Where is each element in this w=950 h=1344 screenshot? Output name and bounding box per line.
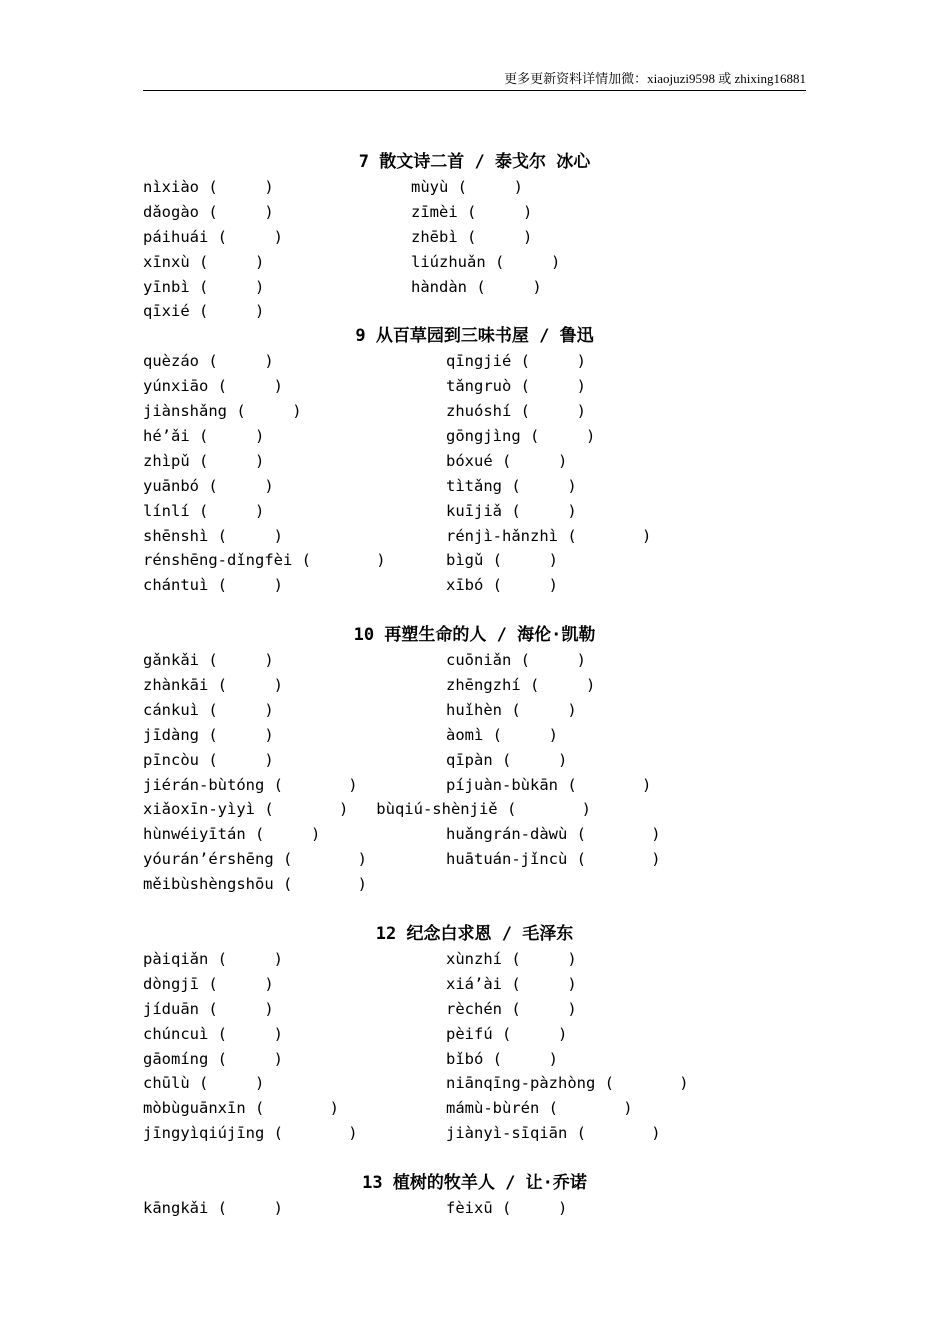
- section-title: 13 植树的牧羊人 / 让·乔诺: [362, 1172, 587, 1193]
- page-header: 更多更新资料详情加微：xiaojuzi9598 或 zhixing16881: [143, 68, 806, 91]
- section: [143, 1171, 806, 1221]
- vocab-entry-left: xiǎoxīn-yìyì ( ) bùqiú-shènjiě ( ): [143, 800, 591, 819]
- vocab-row: [143, 548, 806, 573]
- vocab-entry-right: rèchén ( ): [446, 999, 577, 1018]
- vocab-entry-left: pīncòu ( ): [143, 750, 274, 769]
- vocab-row: [143, 1047, 806, 1072]
- vocab-row: [143, 773, 806, 798]
- vocab-entry-right: niānqīng-pàzhòng ( ): [446, 1074, 689, 1093]
- vocab-entry-left: xīnxù ( ): [143, 252, 265, 271]
- vocab-entry-right: àomì ( ): [446, 725, 558, 744]
- vocab-entry-right: píjuàn-bùkān ( ): [446, 775, 652, 794]
- vocab-entry-left: nìxiào ( ): [143, 178, 274, 196]
- vocab-row: [143, 225, 806, 250]
- vocab-row: [143, 200, 806, 225]
- vocab-row: [143, 872, 806, 897]
- vocab-entry-left: měibùshèngshōu ( ): [143, 875, 367, 894]
- vocab-entry-right: gōngjìng ( ): [446, 427, 596, 446]
- vocab-entry-right: rénjì-hǎnzhì ( ): [446, 526, 652, 545]
- vocab-row: [143, 299, 806, 324]
- vocab-entry-left: pàiqiǎn ( ): [143, 949, 283, 968]
- vocab-entry-left: zhìpǔ ( ): [143, 451, 265, 470]
- vocab-entry-right: zhuóshí ( ): [446, 402, 586, 421]
- vocab-entry-left: jīdàng ( ): [143, 725, 274, 744]
- vocab-entry-right: huǐhèn ( ): [446, 700, 577, 719]
- vocab-row: [143, 822, 806, 847]
- vocab-row: [143, 1196, 806, 1221]
- vocab-entry-left: páihuái ( ): [143, 227, 283, 246]
- vocab-entry-left: hùnwéiyītán ( ): [143, 825, 321, 844]
- vocab-entry-right: xiá’ài ( ): [446, 974, 577, 993]
- vocab-row: [143, 972, 806, 997]
- vocab-entry-right: kuījiǎ ( ): [446, 501, 577, 520]
- vocab-entry-left: chántuì ( ): [143, 576, 283, 595]
- section: [143, 922, 806, 1171]
- vocab-entry-right: tǎngruò ( ): [446, 377, 586, 396]
- vocab-row: [143, 275, 806, 300]
- vocab-entry-left: hé’ǎi ( ): [143, 427, 265, 446]
- vocab-entry-left: jiérán-bùtóng ( ): [143, 775, 358, 794]
- vocab-row: [143, 399, 806, 424]
- vocab-entry-right: pèifú ( ): [446, 1024, 568, 1043]
- section-spacer: [143, 897, 806, 922]
- vocab-row: [143, 1071, 806, 1096]
- vocabulary-list: [143, 150, 806, 1221]
- vocab-entry-left: dǎogào ( ): [143, 202, 274, 221]
- vocab-entry-left: chúncuì ( ): [143, 1024, 283, 1043]
- vocab-entry-left: yóurán’érshēng ( ): [143, 850, 367, 869]
- vocab-entry-right: jiànyì-sīqiān ( ): [446, 1124, 661, 1143]
- vocab-entry-left: gāomíng ( ): [143, 1049, 283, 1068]
- vocab-entry-left: dòngjī ( ): [143, 974, 274, 993]
- vocab-row: [143, 349, 806, 374]
- vocab-entry-left: gǎnkǎi ( ): [143, 651, 274, 670]
- section-title: 12 纪念白求恩 / 毛泽东: [375, 923, 574, 944]
- vocab-entry-right: mámù-bùrén ( ): [446, 1099, 633, 1118]
- vocab-row: [143, 449, 806, 474]
- vocab-row: [143, 1121, 806, 1146]
- vocab-row: [143, 175, 806, 200]
- vocab-entry-right: huǎngrán-dàwù ( ): [446, 825, 661, 844]
- vocab-entry-right: qīpàn ( ): [446, 750, 568, 769]
- vocab-entry-left: zhànkāi ( ): [143, 676, 283, 695]
- section-title: 10 再塑生命的人 / 海伦·凯勒: [353, 625, 596, 646]
- section: [143, 324, 806, 623]
- vocab-entry-left: jīngyìqiújīng ( ): [143, 1124, 358, 1143]
- vocab-row: [143, 499, 806, 524]
- section: [143, 150, 806, 324]
- section: [143, 623, 806, 922]
- vocab-entry-right: bìgǔ ( ): [446, 551, 558, 570]
- vocab-row: [143, 250, 806, 275]
- vocab-row: [143, 374, 806, 399]
- vocab-row: [143, 723, 806, 748]
- vocab-row: [143, 524, 806, 549]
- vocab-entry-right: zhēngzhí ( ): [446, 676, 596, 695]
- section-title: 7 散文诗二首 / 泰戈尔 冰心: [358, 152, 591, 172]
- vocab-entry-left: qīxié ( ): [143, 302, 265, 321]
- vocab-row: [143, 648, 806, 673]
- vocab-entry-left: línlí ( ): [143, 501, 265, 520]
- section-title: 9 从百草园到三味书屋 / 鲁迅: [355, 326, 594, 347]
- vocab-entry-right: bǐbó ( ): [446, 1049, 558, 1068]
- vocab-entry-left: kāngkǎi ( ): [143, 1198, 283, 1217]
- vocab-row: [143, 1096, 806, 1121]
- vocab-row: [143, 847, 806, 872]
- vocab-entry-right: xùnzhí ( ): [446, 949, 577, 968]
- vocab-entry-left: chūlù ( ): [143, 1074, 265, 1093]
- vocab-row: [143, 997, 806, 1022]
- vocab-entry-left: mòbùguānxīn ( ): [143, 1099, 339, 1118]
- vocab-row: [143, 748, 806, 773]
- vocab-entry-left: jiànshǎng ( ): [143, 402, 302, 421]
- vocab-entry-right: liúzhuǎn ( ): [411, 252, 561, 271]
- vocab-row: [143, 673, 806, 698]
- vocab-entry-left: jíduān ( ): [143, 999, 274, 1018]
- vocab-entry-right: mùyù ( ): [411, 178, 523, 196]
- vocab-entry-right: fèixū ( ): [446, 1198, 568, 1217]
- vocab-entry-right: zhēbì ( ): [411, 227, 533, 246]
- vocab-row: [143, 424, 806, 449]
- vocab-entry-right: qīngjié ( ): [446, 352, 586, 371]
- vocab-row: [143, 947, 806, 972]
- vocab-row: [143, 797, 806, 822]
- vocab-entry-right: bóxué ( ): [446, 451, 568, 470]
- vocab-entry-right: xībó ( ): [446, 576, 558, 595]
- vocab-entry-left: rénshēng-dǐngfèi ( ): [143, 551, 386, 570]
- vocab-entry-right: zīmèi ( ): [411, 202, 533, 221]
- vocab-row: [143, 474, 806, 499]
- vocab-entry-left: yúnxiāo ( ): [143, 377, 283, 396]
- vocab-entry-left: cánkuì ( ): [143, 700, 274, 719]
- vocab-row: [143, 1022, 806, 1047]
- vocab-entry-right: cuōniǎn ( ): [446, 651, 586, 670]
- vocab-entry-left: yīnbì ( ): [143, 277, 265, 296]
- vocab-entry-right: hàndàn ( ): [411, 277, 542, 296]
- vocab-entry-left: shēnshì ( ): [143, 526, 283, 545]
- section-spacer: [143, 598, 806, 623]
- vocab-row: [143, 698, 806, 723]
- vocab-entry-left: quèzáo ( ): [143, 352, 274, 371]
- vocab-row: [143, 573, 806, 598]
- vocab-entry-left: yuānbó ( ): [143, 476, 274, 495]
- vocab-entry-right: huātuán-jǐncù ( ): [446, 850, 661, 869]
- vocab-entry-right: tìtǎng ( ): [446, 476, 577, 495]
- section-spacer: [143, 1146, 806, 1171]
